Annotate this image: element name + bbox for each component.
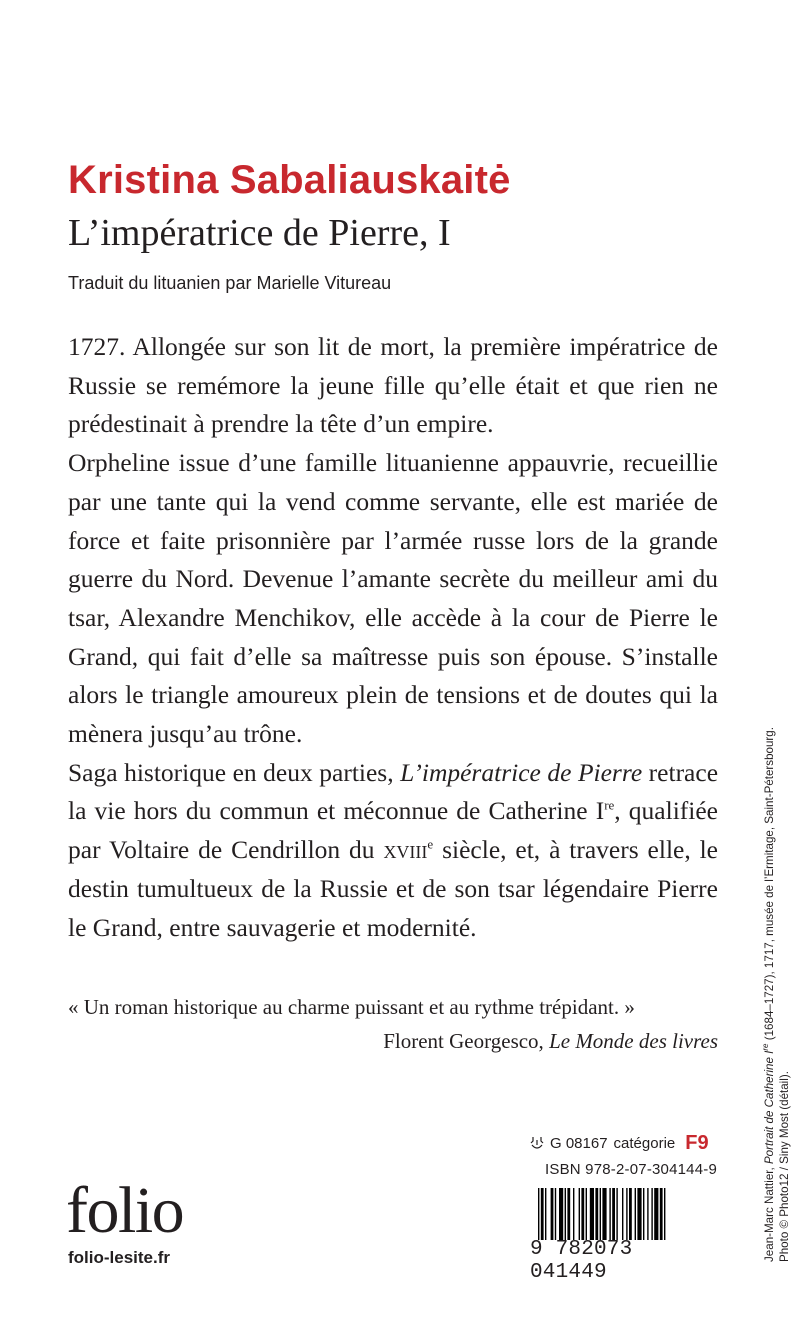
publication-name: Le Monde des livres (549, 1029, 718, 1053)
blurb-text: retrace la vie hors du commun et méconnue de Catherine I (68, 757, 719, 826)
blurb-book-title: L’impératrice de Pierre (400, 757, 643, 787)
quote-text: « Un roman historique au charme puissant et au rythme trépidant. » (68, 995, 635, 1019)
review-quote (68, 990, 718, 1058)
book-title: L’impératrice de Pierre, I (68, 212, 451, 254)
author-name: Kristina Sabaliauskaitė (68, 158, 511, 202)
superscript: re (604, 797, 615, 813)
credit-work-title: Portrait de Catherine I (763, 1050, 776, 1165)
category-label: catégorie (613, 1135, 676, 1152)
century-numeral: xviii (383, 835, 428, 865)
translator-credit: Traduit du lituanien par Marielle Vitureau (68, 273, 392, 293)
critic-name: Florent Georgesco, (383, 1029, 544, 1053)
credit-details: (1684–1727), 1717, musée de l’Ermitage, Saint-Pétersbourg. (763, 727, 776, 1041)
credit-artist: Jean-Marc Nattier, (763, 1167, 776, 1262)
blurb-paragraph-2: Orpheline issue d’une famille lituanienne appauvrie, recueillie par une tante qui la vend comme servante, elle est mariée de force et faite prisonnière par l’armée russe lors de la grande guerre du Nord. Devenue l’amante secrète du meilleur ami du tsar, Alexandre Menchikov, elle accède à la cour de Pierre le Grand, qui fait d’elle sa maîtresse puis son épouse. S’installe alors le triangle amoureux plein de tensions et de doutes qui la mènera jusqu’au trône. (68, 448, 718, 749)
back-cover-blurb (68, 328, 718, 947)
eco-label-icon (530, 1136, 544, 1152)
blurb-text: , qualifiée par Voltaire de Cendrillon du (68, 796, 718, 865)
cover-image-credit (762, 707, 792, 1262)
superscript: re (761, 1043, 771, 1051)
blurb-text: Saga historique en deux parties, (68, 757, 394, 787)
blurb-paragraph-3 (68, 754, 718, 948)
credit-line-2: Photo © Photo12 / Siny Most (détail). (778, 1071, 791, 1262)
blurb-paragraph-1: 1727. Allongée sur son lit de mort, la première impératrice de Russie se remémore la jeune fille qu’elle était et que rien ne prédestinait à prendre la tête d’un empire. (68, 332, 718, 439)
catalog-info (530, 1132, 720, 1178)
folio-logo: folio (66, 1174, 184, 1247)
superscript: e (427, 836, 434, 852)
blurb-text: siècle, et, à travers elle, le destin tumultueux de la Russie et de son tsar légendaire Pierre le Grand, entre sauvagerie et modernité. (68, 835, 719, 942)
isbn: ISBN 978-2-07-304144-9 (545, 1161, 718, 1178)
credit-work (763, 1044, 776, 1165)
barcode (538, 1188, 720, 1240)
quote-attribution (68, 1024, 718, 1058)
category-code: F9 (685, 1132, 709, 1154)
barcode-digits: 9 782073 041449 (530, 1238, 633, 1284)
catalog-code: G 08167 (550, 1135, 608, 1152)
catalog-row (530, 1132, 720, 1155)
credit-line-1 (762, 707, 777, 1262)
publisher-website: folio-lesite.fr (68, 1248, 171, 1267)
